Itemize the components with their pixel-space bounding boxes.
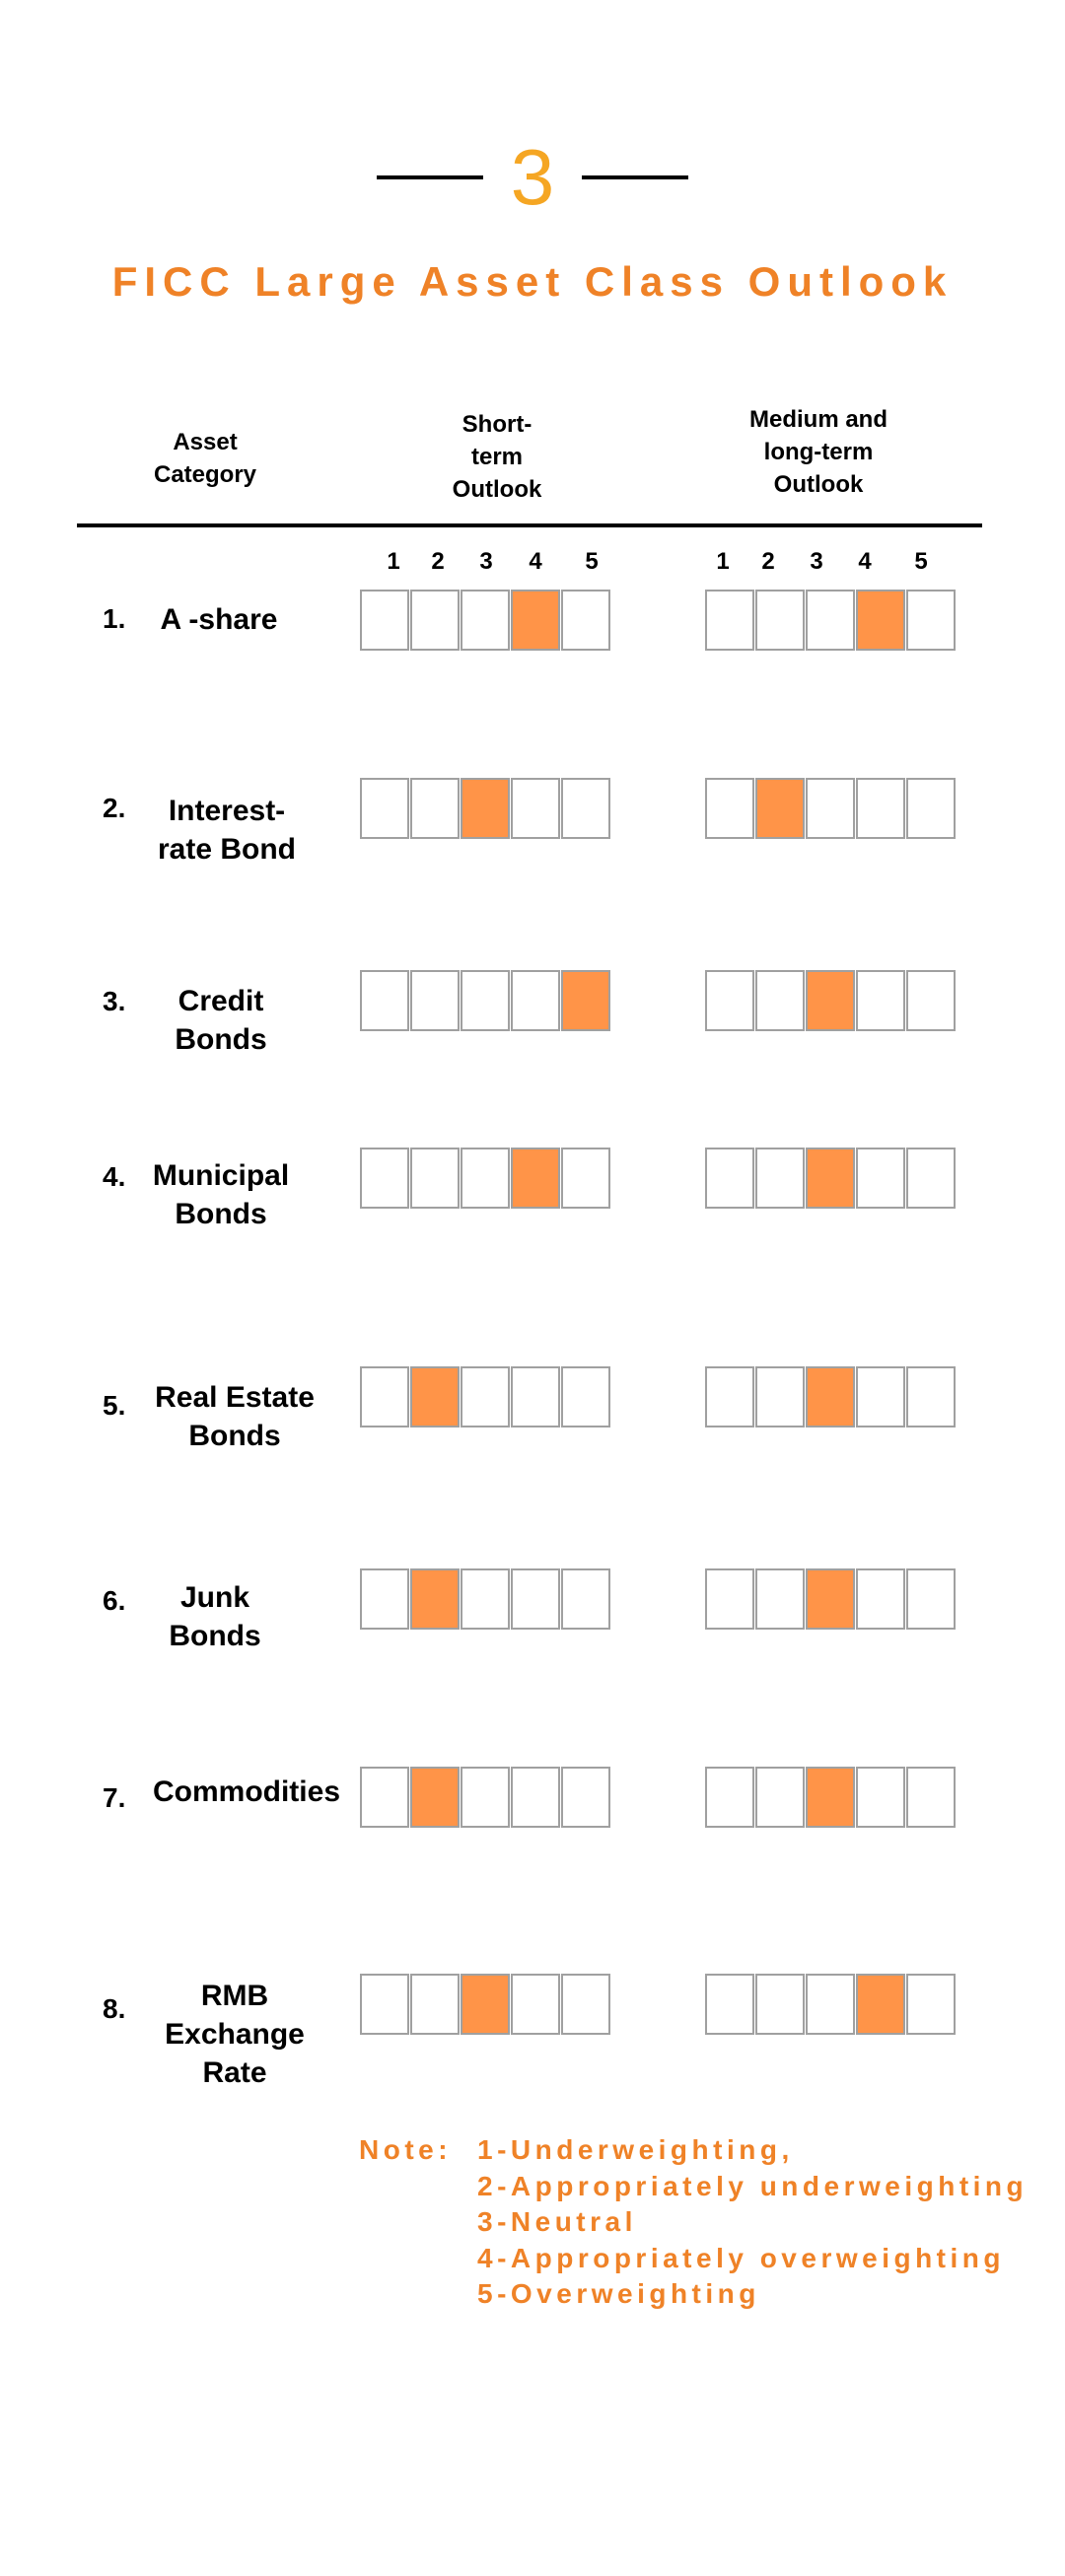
rating-cell (561, 1767, 610, 1828)
rating-cell (705, 1767, 754, 1828)
rating-cell (410, 970, 460, 1031)
rating-cell (360, 590, 409, 651)
rating-cell (856, 1568, 905, 1630)
rating-cell (360, 1366, 409, 1427)
rating-cell-selected (561, 970, 610, 1031)
asset-label: A -share (160, 603, 278, 636)
asset-label: Junk Bonds (169, 1581, 261, 1652)
rating-cell (755, 1148, 805, 1209)
short-term-rating (360, 1767, 611, 1828)
rating-cell (360, 1568, 409, 1630)
rating-cell (906, 1148, 956, 1209)
rating-cell (511, 1568, 560, 1630)
asset-label: Municipal Bonds (152, 1159, 290, 1230)
header-divider (77, 523, 982, 527)
short-term-rating (360, 1568, 611, 1630)
rating-cell (561, 1366, 610, 1427)
rating-cell (705, 1568, 754, 1630)
short-term-rating (360, 1974, 611, 2035)
rating-cell (511, 1767, 560, 1828)
rating-cell (561, 1568, 610, 1630)
rating-cell (461, 970, 510, 1031)
rating-cell (755, 1767, 805, 1828)
rating-cell (511, 778, 560, 839)
header-medium-long-term-outlook: Medium and long-term Outlook (748, 406, 888, 498)
rating-cell-selected (755, 778, 805, 839)
row-index: 3. (103, 986, 126, 1016)
note-lines (477, 2132, 1028, 2313)
rating-cell (906, 1974, 956, 2035)
rating-cell-selected (410, 1366, 460, 1427)
rating-cell-selected (511, 590, 560, 651)
medium-term-rating (705, 778, 957, 839)
rating-cell-selected (806, 1366, 855, 1427)
rating-cell (360, 970, 409, 1031)
asset-label: Credit Bonds (175, 985, 267, 1056)
medium-term-rating (705, 970, 957, 1031)
medium-term-rating (705, 590, 957, 651)
rating-cell (856, 1366, 905, 1427)
rating-cell (410, 778, 460, 839)
rating-cell-selected (461, 778, 510, 839)
rating-cell (755, 1568, 805, 1630)
rating-cell-selected (410, 1568, 460, 1630)
row-index: 6. (103, 1585, 126, 1616)
rating-cell (461, 590, 510, 651)
rating-cell (755, 1366, 805, 1427)
asset-label: Commodities (152, 1775, 341, 1808)
rating-cell (511, 970, 560, 1031)
medium-term-rating (705, 1767, 957, 1828)
rating-cell (360, 1148, 409, 1209)
row-index: 1. (103, 603, 126, 634)
rating-cell (561, 1974, 610, 2035)
rating-cell (705, 1974, 754, 2035)
medium-term-rating (705, 1148, 957, 1209)
medium-term-rating (705, 1974, 957, 2035)
short-term-rating (360, 970, 611, 1031)
note-line: 3-Neutral (477, 2206, 637, 2237)
rating-cell-selected (806, 1568, 855, 1630)
rating-cell (806, 590, 855, 651)
medium-term-rating (705, 1568, 957, 1630)
note-line: 1-Underweighting, (477, 2134, 794, 2165)
row-index: 7. (103, 1782, 126, 1813)
rating-cell (906, 1568, 956, 1630)
short-scale-number-5: 5 (585, 548, 599, 575)
rating-cell (360, 778, 409, 839)
rating-cell (755, 970, 805, 1031)
row-index: 5. (103, 1390, 126, 1421)
rating-cell (705, 1366, 754, 1427)
rating-cell (906, 778, 956, 839)
rating-cell (806, 778, 855, 839)
short-scale-number-4: 4 (529, 548, 542, 575)
medium-term-rating (705, 1366, 957, 1427)
rating-cell (906, 1366, 956, 1427)
short-term-rating (360, 1366, 611, 1427)
asset-label: Interest- rate Bond (157, 795, 296, 866)
short-term-rating (360, 778, 611, 839)
rating-cell (561, 778, 610, 839)
rating-cell-selected (856, 590, 905, 651)
rating-cell-selected (856, 1974, 905, 2035)
row-index: 8. (103, 1993, 126, 2024)
rating-cell-selected (511, 1148, 560, 1209)
rating-cell (360, 1974, 409, 2035)
rating-cell (856, 1767, 905, 1828)
section-line-right (582, 175, 688, 179)
short-term-rating (360, 590, 611, 651)
medium-scale-number-2: 2 (761, 548, 775, 575)
rating-cell (561, 1148, 610, 1209)
rating-cell (461, 1148, 510, 1209)
header-short-term-outlook: Short- term Outlook (452, 411, 542, 503)
rating-cell (410, 1148, 460, 1209)
rating-cell (410, 590, 460, 651)
rating-cell (461, 1767, 510, 1828)
rating-cell (906, 590, 956, 651)
medium-scale-number-1: 1 (716, 548, 730, 575)
rating-cell (856, 970, 905, 1031)
rating-cell (410, 1974, 460, 2035)
rating-cell (906, 970, 956, 1031)
rating-cell (806, 1974, 855, 2035)
short-scale-number-1: 1 (387, 548, 400, 575)
rating-cell (461, 1568, 510, 1630)
page-title: FICC Large Asset Class Outlook (111, 258, 954, 305)
short-scale-number-2: 2 (431, 548, 445, 575)
rating-cell (856, 1148, 905, 1209)
row-index: 4. (103, 1161, 126, 1192)
note-line: 2-Appropriately underweighting (477, 2170, 1029, 2201)
rating-cell (705, 970, 754, 1031)
rating-cell (906, 1767, 956, 1828)
section-number: 3 (510, 133, 555, 221)
header-asset-category: Asset Category (153, 429, 257, 488)
rating-cell-selected (806, 1148, 855, 1209)
rating-cell (511, 1974, 560, 2035)
rating-cell-selected (410, 1767, 460, 1828)
medium-scale-number-3: 3 (810, 548, 823, 575)
rating-cell (461, 1366, 510, 1427)
rating-cell (705, 778, 754, 839)
rating-cell (856, 778, 905, 839)
rating-cell (511, 1366, 560, 1427)
rating-cell-selected (806, 970, 855, 1031)
rating-cell-selected (461, 1974, 510, 2035)
row-index: 2. (103, 793, 126, 823)
short-scale-number-3: 3 (479, 548, 493, 575)
asset-label: RMB Exchange Rate (165, 1980, 305, 2089)
asset-label: Real Estate Bonds (155, 1381, 315, 1452)
rating-cell (360, 1767, 409, 1828)
rating-cell (705, 590, 754, 651)
note-line: 5-Overweighting (477, 2278, 760, 2309)
rating-cell (755, 1974, 805, 2035)
rating-cell (561, 590, 610, 651)
rating-cell-selected (806, 1767, 855, 1828)
rating-cell (755, 590, 805, 651)
section-line-left (377, 175, 483, 179)
note-label: Note: (359, 2134, 453, 2165)
rating-cell (705, 1148, 754, 1209)
short-term-rating (360, 1148, 611, 1209)
note-line: 4-Appropriately overweighting (477, 2242, 1005, 2273)
medium-scale-number-4: 4 (858, 548, 872, 575)
medium-scale-number-5: 5 (914, 548, 928, 575)
section-heading (0, 128, 1065, 227)
